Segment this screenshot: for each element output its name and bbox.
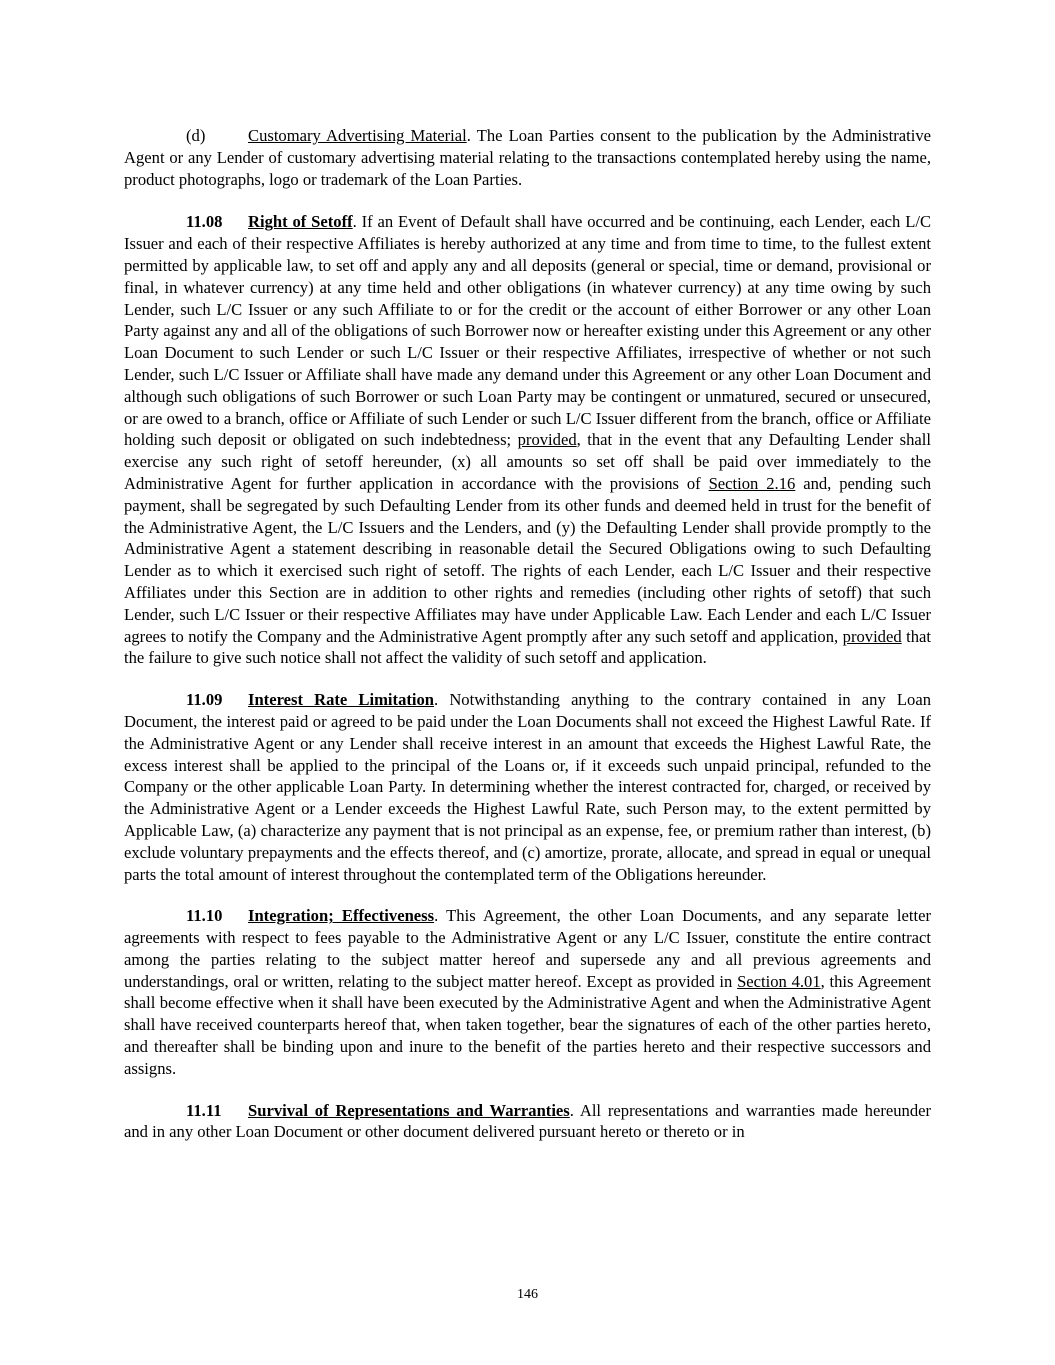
paragraph-d-title: Customary Advertising Material (248, 126, 467, 145)
section-11-10-text-2: , this Agreement shall become effective when it shall have been executed by the Administrative Agent and when the Administrative Agent shall have received counterparts hereof that, when taken together, bear the signatures of each of the other parties hereto, and thereafter shall be binding upon and inure to the benefit of the parties hereto and their respective successors and assigns. (124, 971, 931, 1078)
section-11-08-text-3: and, pending such payment, shall be segregated by such Defaulting Lender from its other funds and deemed held in trust for the benefit of the Administrative Agent, the L/C Issuers and the Lenders, and (y) the Defaulting Lender shall provide promptly to the Administrative Agent a statement describing in reasonable detail the Secured Obligations owing to such Defaulting Lender as to which it exercised such right of setoff. The rights of each Lender, each L/C Issuer and their respective Affiliates under this Section are in addition to other rights and remedies (including other rights of setoff) that such Lender, such L/C Issuer or their respective Affiliates may have under Applicable Law. Each Lender and each L/C Issuer agrees to notify the Company and the Administrative Agent promptly after any such setoff and application, (124, 473, 931, 646)
section-11-09 (124, 689, 931, 885)
paragraph-d-label: (d) (186, 126, 206, 145)
section-11-08 (124, 211, 931, 669)
section-11-08-text-2: , that in the event that any Defaulting Lender shall exercise any such right of setoff hereunder, (x) all amounts so set off shall be paid over immediately to the Administrative Agent for further application in accordance with the provisions of (124, 430, 932, 493)
section-4-01-reference: Section 4.01 (737, 971, 821, 991)
section-11-08-number: 11.08 (186, 212, 223, 232)
section-2-16-reference: Section 2.16 (708, 473, 796, 493)
section-11-11 (124, 1100, 931, 1144)
section-11-08-text-4: that the failure to give such notice shall not affect the validity of such setoff and application. (124, 626, 932, 668)
section-11-10-number: 11.10 (186, 906, 223, 926)
section-11-08-text-1: . If an Event of Default shall have occurred and be continuing, each Lender, each L/C Issuer and each of their respective Affiliates is hereby authorized at any time and from time to time, to the fullest extent permitted by applicable law, to set off and apply any and all deposits (general or special, time or demand, provisional or final, in whatever currency) at any time held and other obligations (in whatever currency) at any time owing by such Lender, such L/C Issuer or any such Affiliate to or for the credit or the account of either Borrower or any other Loan Party against any and all of the obligations of such Borrower now or hereafter existing under this Agreement or any other Loan Document to such Lender or such L/C Issuer or their respective Affiliates, irrespective of whether or not such Lender, such L/C Issuer or Affiliate shall have made any demand under this Agreement or any other Loan Document and although such obligations of such Borrower or such Loan Party may be contingent or unmatured, secured or unsecured, or are owed to a branch, office or Affiliate of such Lender or such L/C Issuer different from the branch, office or Affiliate holding such deposit or obligated on such indebtedness; (124, 212, 932, 450)
provided-term: provided (517, 430, 577, 450)
section-11-10-text-1: . This Agreement, the other Loan Documents, and any separate letter agreements with respect to fees payable to the Administrative Agent or any L/C Issuer, constitute the entire contract among the parties relating to the subject matter hereof and supersede any and all previous agreements and understandings, oral or written, relating to the subject matter hereof. Except as provided in (124, 906, 932, 991)
paragraph-d (124, 125, 931, 190)
section-11-09-title: Interest Rate Limitation (248, 690, 435, 710)
section-11-10 (124, 905, 931, 1079)
provided-term: provided (842, 626, 902, 646)
section-11-11-title: Survival of Representations and Warranties (248, 1100, 570, 1120)
section-11-08-title: Right of Setoff (248, 212, 353, 232)
section-11-10-title: Integration; Effectiveness (248, 906, 435, 926)
page-number: 146 (517, 1287, 538, 1302)
section-11-11-number: 11.11 (186, 1100, 222, 1120)
section-11-11-text: . All representations and warranties made hereunder and in any other Loan Document or other document delivered pursuant hereto or thereto or in (124, 1100, 932, 1142)
page-body (124, 125, 931, 1143)
section-11-09-text: . Notwithstanding anything to the contrary contained in any Loan Document, the interest paid or agreed to be paid under the Loan Documents shall not exceed the Highest Lawful Rate. If the Administrative Agent or any Lender shall receive interest in an amount that exceeds the Highest Lawful Rate, the excess interest shall be applied to the principal of the Loans or, if it exceeds such unpaid principal, refunded to the Company or the other applicable Loan Party. In determining whether the interest contracted for, charged, or received by the Administrative Agent or a Lender exceeds the Highest Lawful Rate, such Person may, to the extent permitted by Applicable Law, (a) characterize any payment that is not principal as an expense, fee, or premium rather than interest, (b) exclude voluntary prepayments and the effects thereof, and (c) amortize, prorate, allocate, and spread in equal or unequal parts the total amount of interest throughout the contemplated term of the Obligations hereunder. (124, 690, 931, 884)
paragraph-d-text: . The Loan Parties consent to the publication by the Administrative Agent or any Lender of customary advertising material relating to the transactions contemplated hereby using the name, product photographs, logo or trademark of the Loan Parties. (124, 126, 931, 189)
section-11-09-number: 11.09 (186, 690, 223, 710)
